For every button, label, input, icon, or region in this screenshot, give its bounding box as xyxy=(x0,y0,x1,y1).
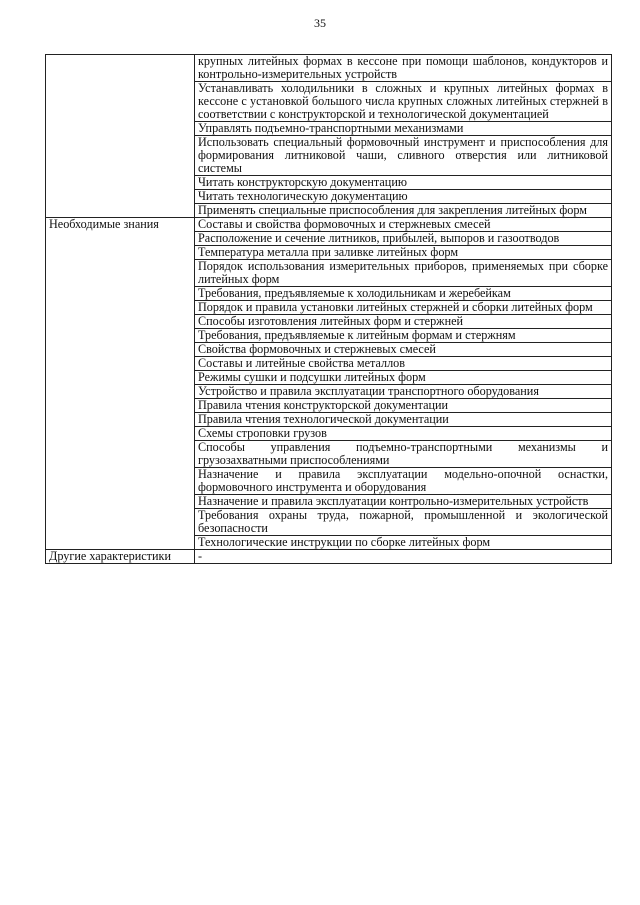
requirement-item: Устройство и правила эксплуатации транспортного оборудования xyxy=(195,385,612,399)
requirement-item: Порядок и правила установки литейных стержней и сборки литейных форм xyxy=(195,301,612,315)
requirement-item: Технологические инструкции по сборке литейных форм xyxy=(195,536,612,550)
requirement-item: Читать технологическую документацию xyxy=(195,190,612,204)
requirement-item: Способы изготовления литейных форм и стержней xyxy=(195,315,612,329)
requirement-item: Устанавливать холодильники в сложных и крупных литейных формах в кессоне с установкой большого числа крупных сложных литейных стержней в соответствии с конструкторской и технологической документацией xyxy=(195,82,612,122)
requirement-item: Свойства формовочных и стержневых смесей xyxy=(195,343,612,357)
requirement-item: Применять специальные приспособления для закрепления литейных форм xyxy=(195,204,612,218)
requirement-item: - xyxy=(195,550,612,564)
requirement-item: Требования охраны труда, пожарной, промышленной и экологической безопасности xyxy=(195,509,612,536)
table-row xyxy=(46,218,612,232)
requirement-item: крупных литейных формах в кессоне при помощи шаблонов, кондукторов и контрольно-измерительных устройств xyxy=(195,55,612,82)
requirement-item: Способы управления подъемно-транспортными механизмы и грузозахватными приспособлениями xyxy=(195,441,612,468)
page-number: 35 xyxy=(314,16,326,30)
requirement-item: Правила чтения технологической документации xyxy=(195,413,612,427)
requirements-table xyxy=(45,54,612,564)
requirement-item: Составы и литейные свойства металлов xyxy=(195,357,612,371)
requirement-item: Порядок использования измерительных приборов, применяемых при сборке литейных форм xyxy=(195,260,612,287)
section-label: Необходимые знания xyxy=(46,218,195,550)
requirement-item: Использовать специальный формовочный инструмент и приспособления для формирования литниковой чаши, сливного отверстия или литниковой системы xyxy=(195,136,612,176)
requirement-item: Режимы сушки и подсушки литейных форм xyxy=(195,371,612,385)
requirement-item: Расположение и сечение литников, прибылей, выпоров и газоотводов xyxy=(195,232,612,246)
table-body xyxy=(46,55,612,564)
requirement-item: Правила чтения конструкторской документации xyxy=(195,399,612,413)
requirement-item: Температура металла при заливке литейных форм xyxy=(195,246,612,260)
requirement-item: Составы и свойства формовочных и стержневых смесей xyxy=(195,218,612,232)
table-row xyxy=(46,55,612,82)
requirement-item: Требования, предъявляемые к литейным формам и стержням xyxy=(195,329,612,343)
requirement-item: Требования, предъявляемые к холодильникам и жеребейкам xyxy=(195,287,612,301)
section-label: Другие характеристики xyxy=(46,550,195,564)
requirement-item: Управлять подъемно-транспортными механизмами xyxy=(195,122,612,136)
requirement-item: Назначение и правила эксплуатации модельно-опочной оснастки, формовочного инструмента и оборудования xyxy=(195,468,612,495)
section-label xyxy=(46,55,195,218)
requirement-item: Читать конструкторскую документацию xyxy=(195,176,612,190)
requirement-item: Назначение и правила эксплуатации контрольно-измерительных устройств xyxy=(195,495,612,509)
requirement-item: Схемы строповки грузов xyxy=(195,427,612,441)
table-row xyxy=(46,550,612,564)
